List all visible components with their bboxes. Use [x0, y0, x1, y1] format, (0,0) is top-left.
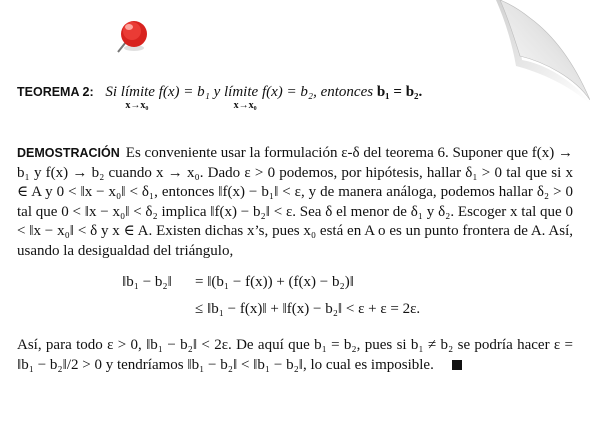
si-limite-text: Si límite: [105, 84, 155, 100]
equation-rhs-2: ≤ ‖b₁ − f(x)‖ + ‖f(x) − b₂‖ < ε + ε = 2ε.: [195, 301, 421, 317]
limit-1: [105, 83, 155, 111]
entonces-text: entonces: [320, 84, 374, 100]
conclusion-text: Así, para todo ε > 0, ‖b₁ − b₂‖ < 2ε. De aquí que b₁ = b₂, pues si b₁ ≠ b₂ se podría hacer ε = ‖b₁ − b₂‖/2 > 0 y tendríamos ‖b₁ − b₂‖ < ‖b₁ − b₂‖, lo cual es imposible.: [17, 337, 573, 373]
theorem-expr-2: f(x) = b₂,: [261, 84, 317, 100]
theorem-statement: [17, 83, 577, 111]
theorem-heading: TEOREMA 2:: [17, 85, 94, 99]
limit-subscript-1: x→x₀: [125, 100, 149, 111]
conclusion-paragraph: [17, 336, 573, 375]
theorem-expr-1: f(x) = b₁: [158, 84, 210, 100]
equation-rhs-1: = ‖(b₁ − f(x)) + (f(x) − b₂)‖: [195, 274, 354, 290]
qed-square-icon: [452, 360, 462, 370]
proof-paragraph: [17, 144, 573, 262]
y-limite-text: y límite: [213, 84, 259, 100]
limit-2: [213, 83, 259, 111]
equation-lhs: ‖b₁ − b₂‖: [122, 274, 172, 290]
theorem-conclusion: b₁ = b₂.: [376, 84, 423, 100]
limit-subscript-2: x→x₀: [233, 100, 257, 111]
proof-heading: DEMOSTRACIÓN: [17, 146, 120, 160]
proof-text: Es conveniente usar la formulación ε-δ del teorema 6. Suponer que f(x) → b₁ y f(x) → b₂ cuando x → x₀. Dado ε > 0 podemos, por hipótesis, hallar δ₁ > 0 tal que si x ∈ A y 0 < ‖x − x₀‖ < δ₁, entonces ‖f(x) − b₁‖ < ε, y de manera análoga, podemos hallar δ₂ > 0 tal que 0 < ‖x − x₀‖ < δ₂ implica ‖f(x) − b₂‖ < ε. Sea δ el menor de δ₁ y δ₂. Escoger x tal que 0 < ‖x − x₀‖ < δ y x ∈ A. Existen dichas x’s, pues x₀ está en A o es un punto frontera de A. Así, usando la desigualdad del triángulo,: [17, 145, 573, 259]
pushpin-icon: [112, 16, 152, 56]
